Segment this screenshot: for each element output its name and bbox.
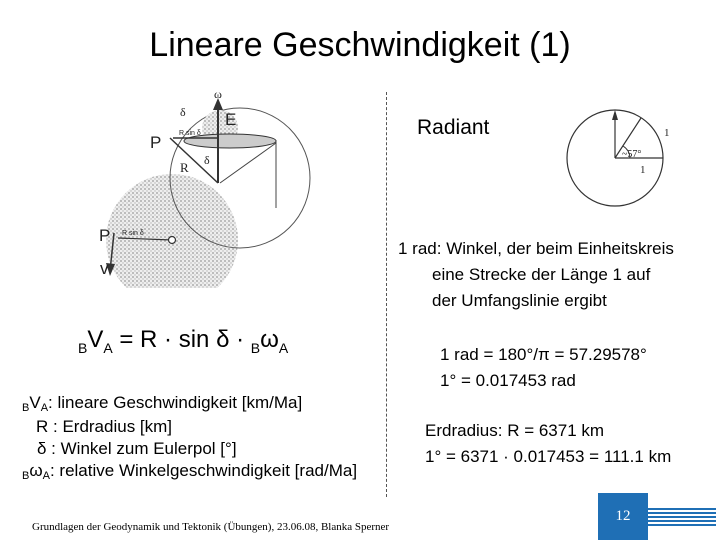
- formula-omega: ω: [260, 326, 279, 353]
- radian-definition: [398, 236, 674, 314]
- radiant-label: Radiant: [417, 116, 490, 139]
- label-P-top: P: [150, 133, 162, 152]
- dashed-divider: [386, 92, 387, 497]
- label-rsin-top: R sin δ: [179, 130, 201, 137]
- earth-line-1: Erdradius: R = 6371 km: [425, 421, 605, 440]
- var-delta-line: δ : Winkel zum Eulerpol [°]: [37, 439, 237, 458]
- label-omega: ω: [214, 88, 222, 101]
- earth-radius-info: [425, 418, 671, 470]
- velocity-formula: [78, 326, 288, 354]
- formula-rest: = R · sin δ ·: [112, 326, 251, 353]
- var-r-line: R : Erdradius [km]: [36, 417, 173, 436]
- earth-rotation-figure: [80, 88, 390, 288]
- label-delta-top: δ: [180, 105, 186, 119]
- label-R: R: [180, 160, 189, 175]
- radian-def-line-1: 1 rad: Winkel, der beim Einheitskreis: [398, 239, 674, 258]
- label-P-side: P: [99, 226, 111, 245]
- radian-def-line-2: eine Strecke der Länge 1 auf: [432, 265, 651, 284]
- conv-line-2: 1° = 0.017453 rad: [440, 371, 576, 390]
- formula-pre-sub-b1: B: [78, 340, 88, 356]
- radian-def-line-3: der Umfangslinie ergibt: [432, 291, 607, 310]
- var-omega-line: BωA: relative Winkelgeschwindigkeit [rad/Ma]: [22, 461, 358, 482]
- label-v: v: [100, 259, 109, 278]
- logo-stripes: [648, 508, 716, 526]
- euler-pole-dot: [169, 237, 176, 244]
- conv-line-1: 1 rad = 180°/π = 57.29578°: [440, 345, 647, 364]
- page-number: 12: [598, 493, 648, 540]
- slide-footer: Grundlagen der Geodynamik und Tektonik (Übungen), 23.06.08, Blanka Sperner: [32, 521, 390, 533]
- earth-line-2: 1° = 6371 · 0.017453 = 111.1 km: [425, 447, 672, 466]
- formula-sub-a1: A: [103, 340, 113, 356]
- vertical-arrowhead: [612, 110, 618, 120]
- label-delta-mid: δ: [204, 153, 210, 167]
- var-v-line: BVA: lineare Geschwindigkeit [km/Ma]: [22, 393, 303, 414]
- radian-conversions: [440, 342, 647, 394]
- radiant-fig-angle: ~57°: [622, 149, 642, 160]
- radiant-figure: [560, 105, 690, 215]
- label-rsin-side: R sin δ: [122, 230, 144, 237]
- sphere-radius-line: [220, 143, 276, 183]
- radiant-fig-one-side: 1: [664, 127, 670, 139]
- label-E: E: [225, 110, 237, 129]
- radiant-fig-one-bottom: 1: [640, 164, 646, 176]
- formula-pre-sub-b2: B: [250, 340, 261, 356]
- formula-sub-a2: A: [278, 340, 289, 356]
- variable-list: [22, 392, 357, 484]
- formula-v: V: [87, 326, 104, 353]
- slide-title: Lineare Geschwindigkeit (1): [149, 26, 571, 64]
